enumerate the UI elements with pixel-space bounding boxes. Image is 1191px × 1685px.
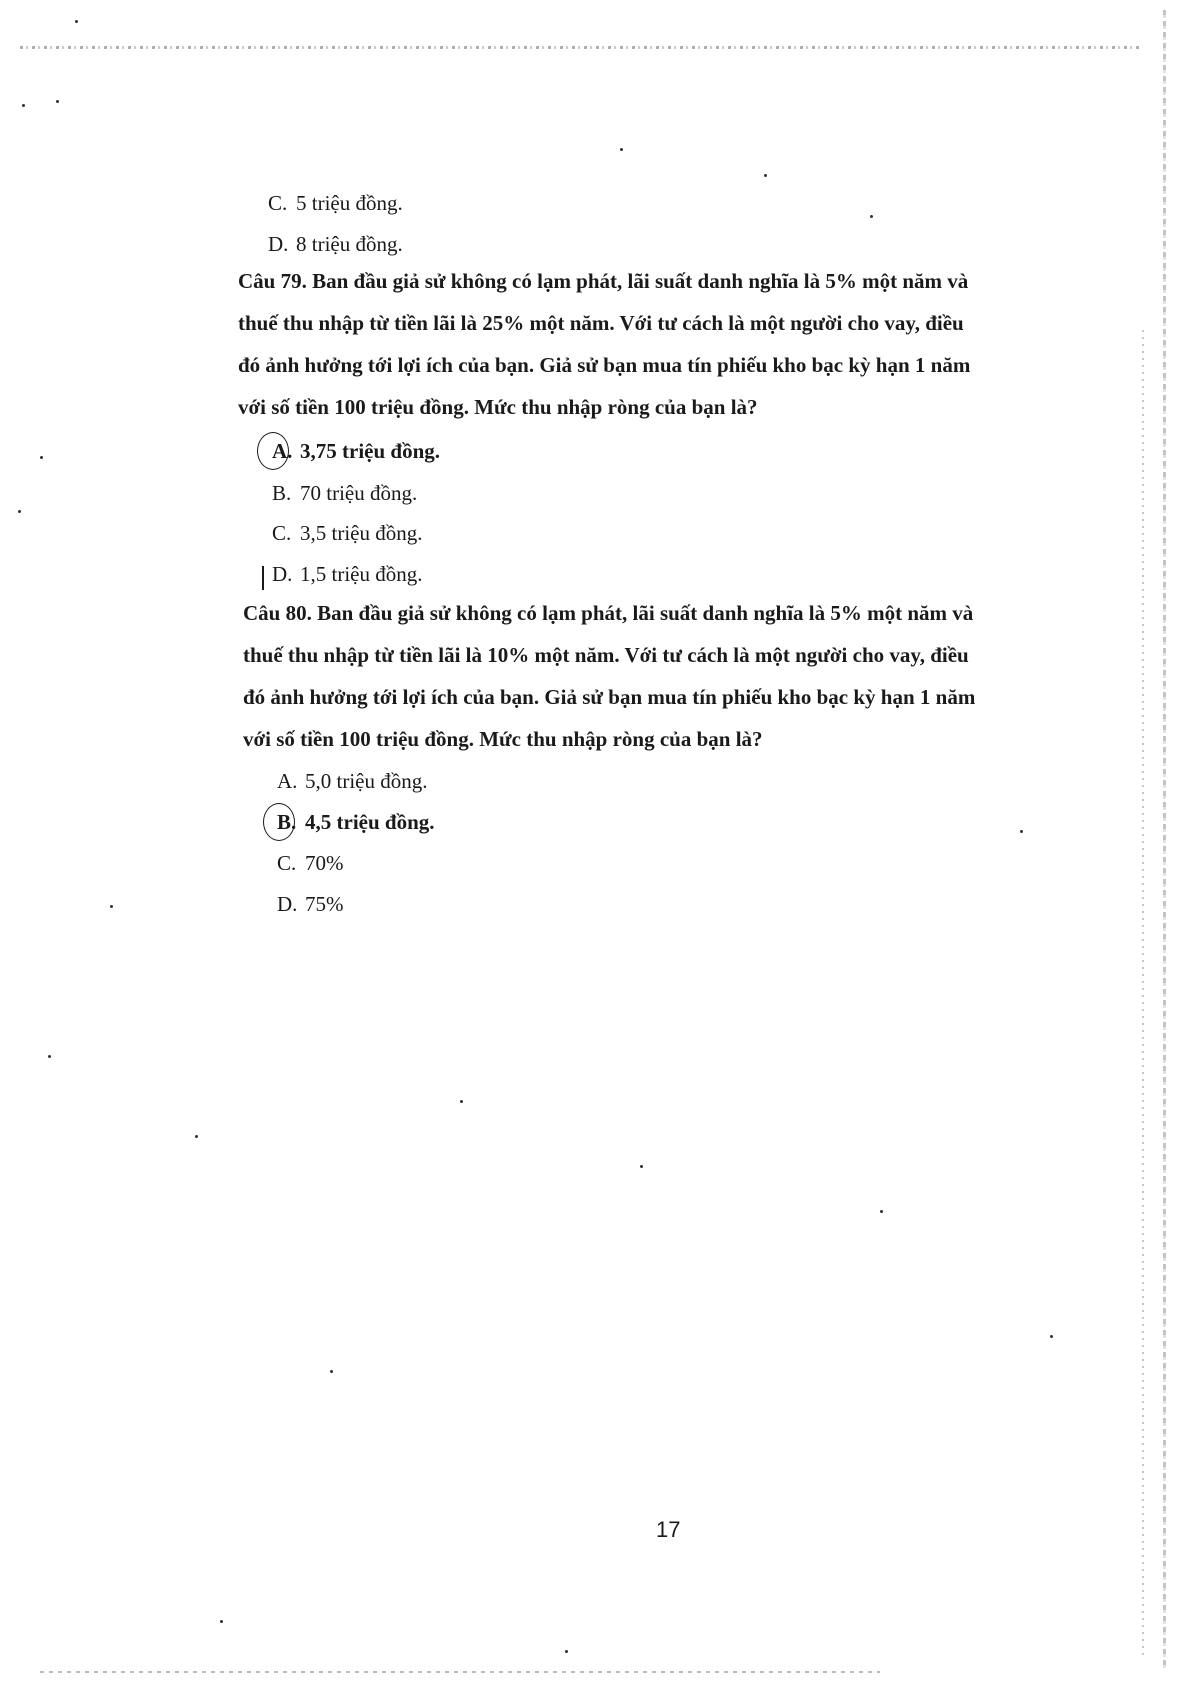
option-text: 70% (305, 851, 344, 875)
q80-line-4: với số tiền 100 triệu đồng. Mức thu nhập ròng của bạn là? (243, 727, 763, 751)
scan-border-right-inner (1142, 330, 1144, 1660)
scan-border-right (1163, 10, 1166, 1670)
option-text: 75% (305, 892, 344, 916)
q80-line-3: đó ảnh hưởng tới lợi ích của bạn. Giả sử bạn mua tín phiếu kho bạc kỳ hạn 1 năm (243, 685, 976, 709)
scan-speck (460, 1100, 463, 1103)
prev-option-d (268, 231, 403, 257)
scan-speck (75, 20, 78, 23)
scan-speck (1050, 1335, 1053, 1338)
q80-line-2: thuế thu nhập từ tiền lãi là 10% một năm. Với tư cách là một người cho vay, điều (243, 643, 969, 667)
option-text: 1,5 triệu đồng. (300, 562, 423, 586)
option-letter: C. (268, 191, 288, 215)
scan-speck (764, 174, 767, 177)
option-letter: D. (277, 892, 298, 916)
option-letter: D. (272, 562, 293, 586)
option-text: 8 triệu đồng. (296, 232, 403, 256)
scan-speck (330, 1370, 333, 1373)
scan-speck (56, 100, 59, 103)
scan-speck (48, 1055, 51, 1058)
option-text: 3,75 triệu đồng. (300, 439, 441, 463)
q79-line-4: với số tiền 100 triệu đồng. Mức thu nhập ròng của bạn là? (238, 395, 758, 419)
scan-speck (880, 1210, 883, 1213)
q79-line-1: Câu 79. Ban đầu giả sử không có lạm phát, lãi suất danh nghĩa là 5% một năm và (238, 269, 969, 293)
option-letter: B. (272, 481, 292, 505)
option-text: 70 triệu đồng. (300, 481, 418, 505)
option-letter: C. (272, 521, 292, 545)
option-text: 5 triệu đồng. (296, 191, 403, 215)
scan-speck (22, 104, 25, 107)
scan-speck (110, 905, 113, 908)
scan-speck (565, 1650, 568, 1653)
q80-option-d (277, 891, 344, 917)
option-text: 5,0 triệu đồng. (305, 769, 428, 793)
pen-tick-mark (262, 566, 264, 590)
option-letter: A. (272, 439, 293, 463)
scan-speck (870, 215, 873, 218)
option-text: 4,5 triệu đồng. (305, 810, 435, 834)
scan-speck (620, 148, 623, 151)
q79-line-3: đó ảnh hưởng tới lợi ích của bạn. Giả sử bạn mua tín phiếu kho bạc kỳ hạn 1 năm (238, 353, 971, 377)
q80-option-c (277, 850, 344, 876)
scan-speck (195, 1135, 198, 1138)
option-letter: B. (277, 810, 297, 834)
q79-option-d (272, 561, 422, 587)
q79-line-2: thuế thu nhập từ tiền lãi là 25% một năm. Với tư cách là một người cho vay, điều (238, 311, 964, 335)
q80-option-b (277, 809, 435, 835)
option-letter: C. (277, 851, 297, 875)
option-letter: A. (277, 769, 298, 793)
scan-speck (1020, 830, 1023, 833)
q80-line-1: Câu 80. Ban đầu giả sử không có lạm phát, lãi suất danh nghĩa là 5% một năm và (243, 601, 974, 625)
q79-option-a (272, 438, 440, 464)
scan-border-bottom (40, 1671, 880, 1673)
prev-option-c (268, 190, 403, 216)
q80-option-a (277, 768, 427, 794)
option-letter: D. (268, 232, 289, 256)
scan-speck (18, 510, 21, 513)
scan-speck (220, 1620, 223, 1623)
q79-option-c (272, 520, 422, 546)
q79-option-b (272, 480, 417, 506)
scan-speck (40, 456, 43, 459)
scan-speck (640, 1165, 643, 1168)
scan-border-top (20, 46, 1140, 49)
page-number: 17 (656, 1517, 681, 1542)
option-text: 3,5 triệu đồng. (300, 521, 423, 545)
